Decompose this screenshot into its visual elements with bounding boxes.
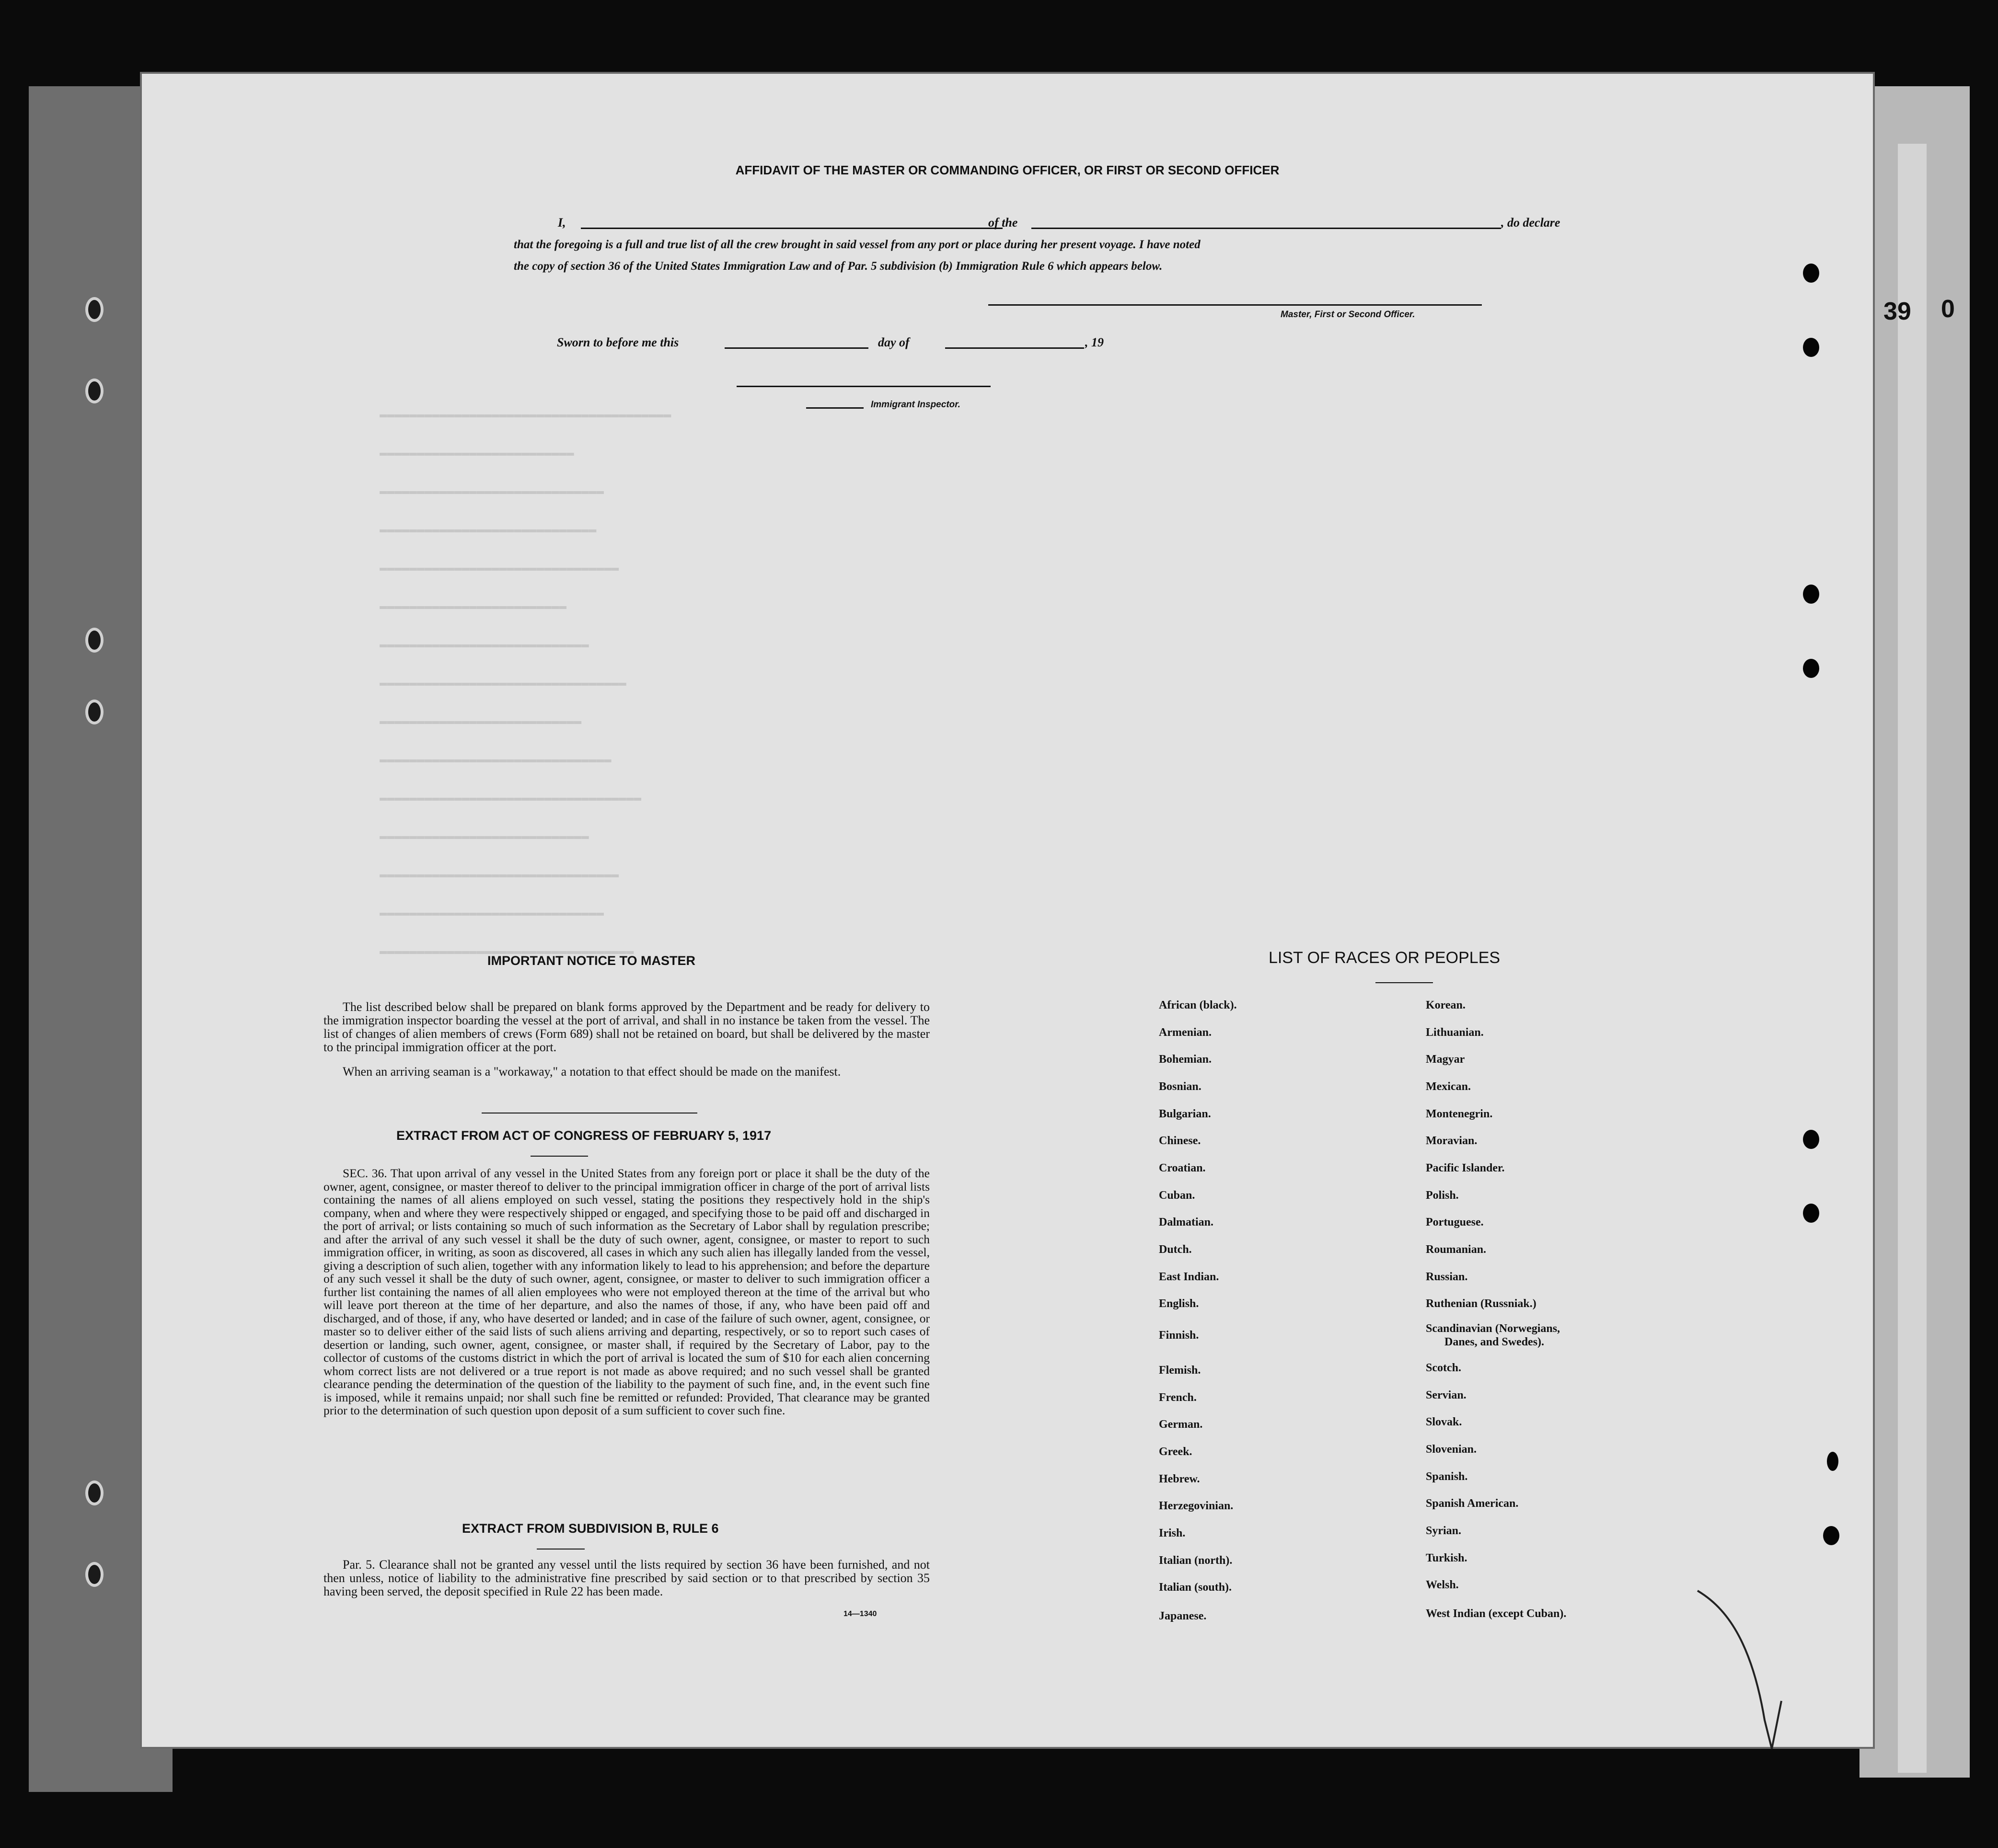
race-item: Slovak. [1426,1416,1462,1428]
race-item: Pacific Islander. [1426,1162,1505,1174]
affidavit-of-label: of the [988,216,1018,230]
affidavit-name-field[interactable] [581,228,1003,229]
notice-title: IMPORTANT NOTICE TO MASTER [487,953,695,968]
race-item: German. [1159,1418,1203,1431]
race-item: West Indian (except Cuban). [1426,1607,1567,1620]
bleed-through-row: ▬▬▬▬▬▬▬▬▬▬▬▬▬▬▬▬▬▬▬▬▬▬▬▬▬▬▬▬▬▬ [380,906,604,920]
race-item: Russian. [1426,1271,1468,1283]
bleed-through-row: ▬▬▬▬▬▬▬▬▬▬▬▬▬▬▬▬▬▬▬▬▬▬▬▬▬▬▬▬▬▬▬▬▬▬ [380,944,634,958]
master-signature-line[interactable] [988,304,1482,306]
binder-ring-2 [85,379,104,403]
race-item: Montenegrin. [1426,1108,1493,1120]
race-item: Syrian. [1426,1525,1462,1537]
punch-hole [1803,659,1819,678]
race-item: Greek. [1159,1446,1192,1458]
affidavit-line-3: the copy of section 36 of the United States Immigration Law and of Par. 5 subdivision (b) Immigration Rule 6 which appears below. [514,260,1163,273]
race-item: Mexican. [1426,1080,1471,1093]
race-item: Portuguese. [1426,1216,1484,1228]
races-divider [1375,982,1433,983]
notice-paragraph-1: The list described below shall be prepared on blank forms approved by the Department and be ready for delivery to the immigration inspector boarding the vessel at the port of arrival, and shall in no instance be taken from the vessel. The list of changes of alien members of crews (Form 689) shall not be retained on board, but shall be delivered by the master to the principal immigration officer at the port. [323,1000,930,1054]
races-title: LIST OF RACES OR PEOPLES [1269,949,1501,967]
binder-ring-4 [85,700,104,724]
race-item: Roumanian. [1426,1243,1487,1256]
affidavit-line-2: that the foregoing is a full and true list of all the crew brought in said vessel from any port or place during her present voyage. I have noted [514,238,1201,251]
bleed-through-row: ▬▬▬▬▬▬▬▬▬▬▬▬▬▬▬▬▬▬▬▬▬▬▬▬▬▬ [380,446,574,460]
race-item: Moravian. [1426,1135,1478,1147]
race-item: Cuban. [1159,1189,1195,1202]
sworn-month-field[interactable] [945,347,1084,349]
bleed-through-row: ▬▬▬▬▬▬▬▬▬▬▬▬▬▬▬▬▬▬▬▬▬▬▬▬▬▬▬▬▬▬ [380,484,604,498]
affidavit-vessel-field[interactable] [1031,228,1501,229]
affidavit-page [140,72,1875,1749]
edge-number-b: 0 [1941,295,1955,323]
punch-hole [1823,1526,1839,1545]
bleed-through-row: ▬▬▬▬▬▬▬▬▬▬▬▬▬▬▬▬▬▬▬▬▬▬▬▬▬▬▬▬▬▬▬▬▬ [380,676,626,690]
bleed-through-row: ▬▬▬▬▬▬▬▬▬▬▬▬▬▬▬▬▬▬▬▬▬▬▬▬▬▬▬▬▬▬▬ [380,752,612,767]
race-item: Korean. [1426,999,1466,1011]
extract-act-divider [531,1156,588,1157]
race-item: Slovenian. [1426,1443,1477,1456]
bleed-through-row: ▬▬▬▬▬▬▬▬▬▬▬▬▬▬▬▬▬▬▬▬▬▬▬▬▬▬▬▬▬▬▬▬ [380,561,619,575]
punch-hole [1803,338,1819,357]
extract-act-body: SEC. 36. That upon arrival of any vessel in the United States from any foreign port or place it shall be the duty of the owner, agent, consignee, or master thereof to deliver to the principal immigration officer in charge of the port of arrival lists containing the names of all aliens employed on such vessel, stating the positions they respectively hold in the ship's company, when and where they were respectively shipped or engaged, and specifying those to be paid off and discharged in the port of arrival; or lists containing so much of such information as the Secretary of Labor shall by regulation prescribe; and after the arrival of any such vessel it shall be the duty of such owner, agent, consignee, or master to report to such immigration officer, in writing, as soon as discovered, all cases in which any such alien has illegally landed from the vessel, giving a description of such alien, together with any information likely to lead to his apprehension; and before the departure of any such vessel it shall be the duty of such owner, agent, consignee, or master to deliver to such immigration officer a further list containing the names of all alien employees who were not employed thereon at the time of the arrival but who will leave port thereon at the time of her departure, and also the names of those, if any, who have been paid off and discharged, and of those, if any, who have deserted or landed; and in case of the failure of such owner, agent, consignee, or master so to deliver either of the said lists of such aliens arriving and departing, respectively, or so to report such cases of desertion or landing, such owner, agent, consignee, or master shall, if required by the Secretary of Labor, pay to the collector of customs of the customs district in which the port of arrival is located the sum of $10 for each alien concerning whom correct lists are not delivered or a true report is not made as above required; and no such vessel shall be granted clearance pending the determination of the question of the liability to the payment of such fine, and, in the event such fine is imposed, while it remains unpaid; nor shall such fine be remitted or refunded: Provided, That clearance may be granted prior to the determination of such question upon deposit of a sum sufficient to cover such fine. [323,1166,930,1417]
race-item: Dalmatian. [1159,1216,1213,1228]
extract-rule-divider [537,1549,585,1550]
race-item: Lithuanian. [1426,1026,1484,1039]
race-item: Bosnian. [1159,1080,1201,1093]
race-item: Japanese. [1159,1610,1207,1622]
underlying-sheet-strip [1898,144,1927,1773]
sworn-label: Sworn to before me this [557,335,679,349]
bleed-through-row: ▬▬▬▬▬▬▬▬▬▬▬▬▬▬▬▬▬▬▬▬▬▬▬▬▬▬▬▬ [380,637,589,652]
race-item: Italian (north). [1159,1554,1233,1567]
race-item: Hebrew. [1159,1473,1200,1485]
race-item: Irish. [1159,1527,1186,1539]
inspector-signature-line[interactable] [737,386,991,387]
affidavit-i-label: I, [558,216,566,230]
race-item: Scandinavian (Norwegians, [1426,1322,1560,1335]
race-item: African (black). [1159,999,1237,1011]
bleed-through-row: ▬▬▬▬▬▬▬▬▬▬▬▬▬▬▬▬▬▬▬▬▬▬▬▬▬▬▬▬▬ [380,522,597,537]
bleed-through-row: ▬▬▬▬▬▬▬▬▬▬▬▬▬▬▬▬▬▬▬▬▬▬▬▬▬▬▬▬▬▬▬▬ [380,867,619,882]
affidavit-title: AFFIDAVIT OF THE MASTER OR COMMANDING OFFICER, OR FIRST OR SECOND OFFICER [735,163,1280,177]
punch-hole [1803,1204,1819,1223]
race-item: Magyar [1426,1053,1465,1066]
check-mark-icon [1693,1576,1789,1758]
race-item: Chinese. [1159,1135,1201,1147]
binder-ring-1 [85,297,104,322]
race-item: Bulgarian. [1159,1108,1211,1120]
race-item: French. [1159,1391,1197,1404]
notice-paragraph-2: When an arriving seaman is a "workaway," a notation to that effect should be made on the manifest. [343,1065,841,1079]
extract-rule-title: EXTRACT FROM SUBDIVISION B, RULE 6 [462,1521,719,1536]
race-item: Dutch. [1159,1243,1192,1256]
punch-hole [1803,585,1819,604]
bleed-through-row: ▬▬▬▬▬▬▬▬▬▬▬▬▬▬▬▬▬▬▬▬▬▬▬▬▬▬▬▬ [380,829,589,843]
race-item: Ruthenian (Russniak.) [1426,1297,1536,1310]
day-of-label: day of [878,335,910,349]
extract-act-title: EXTRACT FROM ACT OF CONGRESS OF FEBRUARY 5, 1917 [396,1128,772,1143]
master-signature-label: Master, First or Second Officer. [1281,310,1415,320]
race-item: Welsh. [1426,1579,1459,1591]
edge-number-a: 39 [1883,298,1911,325]
race-item: Herzegovinian. [1159,1500,1234,1512]
extract-rule-body: Par. 5. Clearance shall not be granted any vessel until the lists required by section 36 have been furnished, and not then unless, notice of liability to the administrative fine prescribed by said section or to that prescribed by section 35 having been served, the deposit specified in Rule 22 has been made. [323,1558,930,1598]
race-item: English. [1159,1297,1199,1310]
race-item: Croatian. [1159,1162,1206,1174]
race-item: Spanish American. [1426,1497,1519,1510]
sworn-date-field[interactable] [725,347,868,349]
race-item: Turkish. [1426,1552,1467,1564]
bleed-through-row: ▬▬▬▬▬▬▬▬▬▬▬▬▬▬▬▬▬▬▬▬▬▬▬▬▬▬▬ [380,714,582,728]
bleed-through-row: ▬▬▬▬▬▬▬▬▬▬▬▬▬▬▬▬▬▬▬▬▬▬▬▬▬▬▬▬▬▬▬▬▬▬▬▬▬▬▬ [380,407,671,422]
punch-hole [1827,1452,1838,1471]
form-number: 14—1340 [843,1610,877,1618]
race-item: Italian (south). [1159,1581,1232,1594]
punch-hole [1803,264,1819,283]
affidavit-declare-label: , do declare [1501,216,1560,230]
race-item: Bohemian. [1159,1053,1212,1066]
inspector-short-line [806,407,864,409]
race-item: Danes, and Swedes). [1444,1336,1545,1348]
bleed-through-row: ▬▬▬▬▬▬▬▬▬▬▬▬▬▬▬▬▬▬▬▬▬▬▬▬▬ [380,599,567,613]
binder-ring-5 [85,1481,104,1505]
race-item: Servian. [1426,1389,1467,1401]
race-item: Armenian. [1159,1026,1212,1039]
race-item: Polish. [1426,1189,1459,1202]
race-item: Finnish. [1159,1329,1199,1342]
year-label: , 19 [1085,335,1104,349]
race-item: Flemish. [1159,1364,1201,1377]
race-item: Scotch. [1426,1362,1461,1374]
binder-ring-3 [85,628,104,653]
inspector-label: Immigrant Inspector. [871,400,960,410]
race-item: East Indian. [1159,1271,1219,1283]
binder-ring-6 [85,1562,104,1587]
bleed-through-row: ▬▬▬▬▬▬▬▬▬▬▬▬▬▬▬▬▬▬▬▬▬▬▬▬▬▬▬▬▬▬▬▬▬▬▬ [380,791,642,805]
punch-hole [1803,1130,1819,1149]
race-item: Spanish. [1426,1470,1468,1483]
